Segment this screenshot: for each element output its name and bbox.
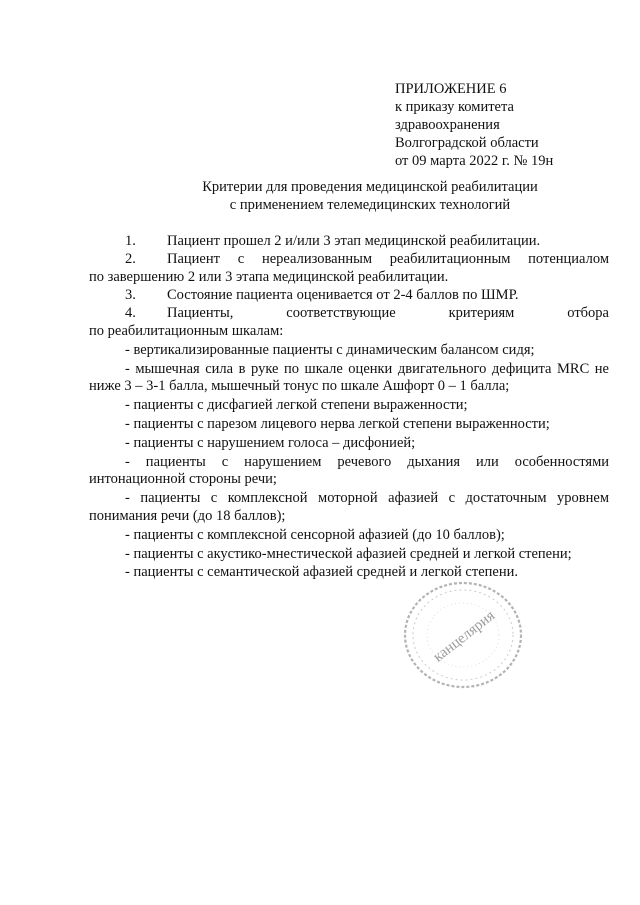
stamp-seal: [405, 583, 521, 687]
appendix-region: Волгоградской области: [395, 135, 539, 151]
criterion-text: Пациент прошел 2 и/или 3 этап медицинской реабилитации.: [167, 233, 541, 249]
criterion-text-line-2: по завершению 2 или 3 этапа медицинской реабилитации.: [89, 268, 449, 285]
criterion-number: 1.: [125, 233, 136, 249]
criterion-text: Состояние пациента оценивается от 2-4 баллов по ШМР.: [167, 287, 519, 304]
criterion-3: [89, 287, 609, 305]
bullet-item: - пациенты с нарушением голоса – дисфонией;: [125, 434, 416, 451]
appendix-header: [395, 80, 615, 170]
bullet-item: - пациенты с семантической афазией средней и легкой степени.: [125, 564, 518, 581]
criterion-number: 2.: [125, 250, 136, 267]
criterion-4: [89, 305, 609, 341]
bullet-item: - пациенты с комплексной моторной афазией с достаточным уровнем понимания речи (до 18 баллов);: [89, 490, 609, 524]
appendix-order-ref: к приказу комитета: [395, 99, 514, 115]
criterion-text-line-2: по реабилитационным шкалам:: [89, 322, 284, 339]
bullet-item: - пациенты с дисфагией легкой степени выраженности;: [125, 397, 468, 414]
criterion-1: [89, 233, 609, 251]
criterion-number: 4.: [125, 305, 136, 322]
bullet-item: - пациенты с комплексной сенсорной афазией (до 10 баллов);: [125, 526, 505, 543]
criterion-text-line-1: Пациент с нереализованным реабилитационным потенциалом: [167, 250, 609, 267]
office-stamp: [398, 575, 528, 695]
stamp-text: канцелярия: [430, 607, 499, 666]
bullet-item: - пациенты с парезом лицевого нерва легкой степени выраженности;: [125, 415, 550, 432]
bullet-item: - мышечная сила в руке по шкале оценки двигательного дефицита MRC не ниже 3 – 3-1 балла, мышечный тонус по шкале Ашфорт 0 – 1 балла;: [89, 360, 609, 395]
criterion-number: 3.: [125, 287, 136, 304]
title-line-2: с применением телемедицинских технологий: [229, 197, 511, 213]
criterion-2: [89, 251, 609, 287]
criteria-body: [89, 233, 609, 583]
appendix-title: ПРИЛОЖЕНИЕ 6: [395, 81, 507, 97]
bullet-item: - пациенты с нарушением речевого дыхания или особенностями интонационной стороны речи;: [89, 453, 609, 488]
appendix-committee: здравоохранения: [395, 117, 500, 133]
bullet-item: - вертикализированные пациенты с динамическим балансом сидя;: [125, 341, 535, 358]
criterion-text-line-1: Пациенты, соответствующие критериям отбора: [167, 305, 609, 322]
bullet-item: - пациенты с акустико-мнестической афазией средней и легкой степени;: [125, 545, 572, 562]
document-title: [160, 178, 580, 214]
title-line-1: Критерии для проведения медицинской реабилитации: [202, 179, 538, 195]
appendix-date: от 09 марта 2022 г. № 19н: [395, 153, 554, 169]
